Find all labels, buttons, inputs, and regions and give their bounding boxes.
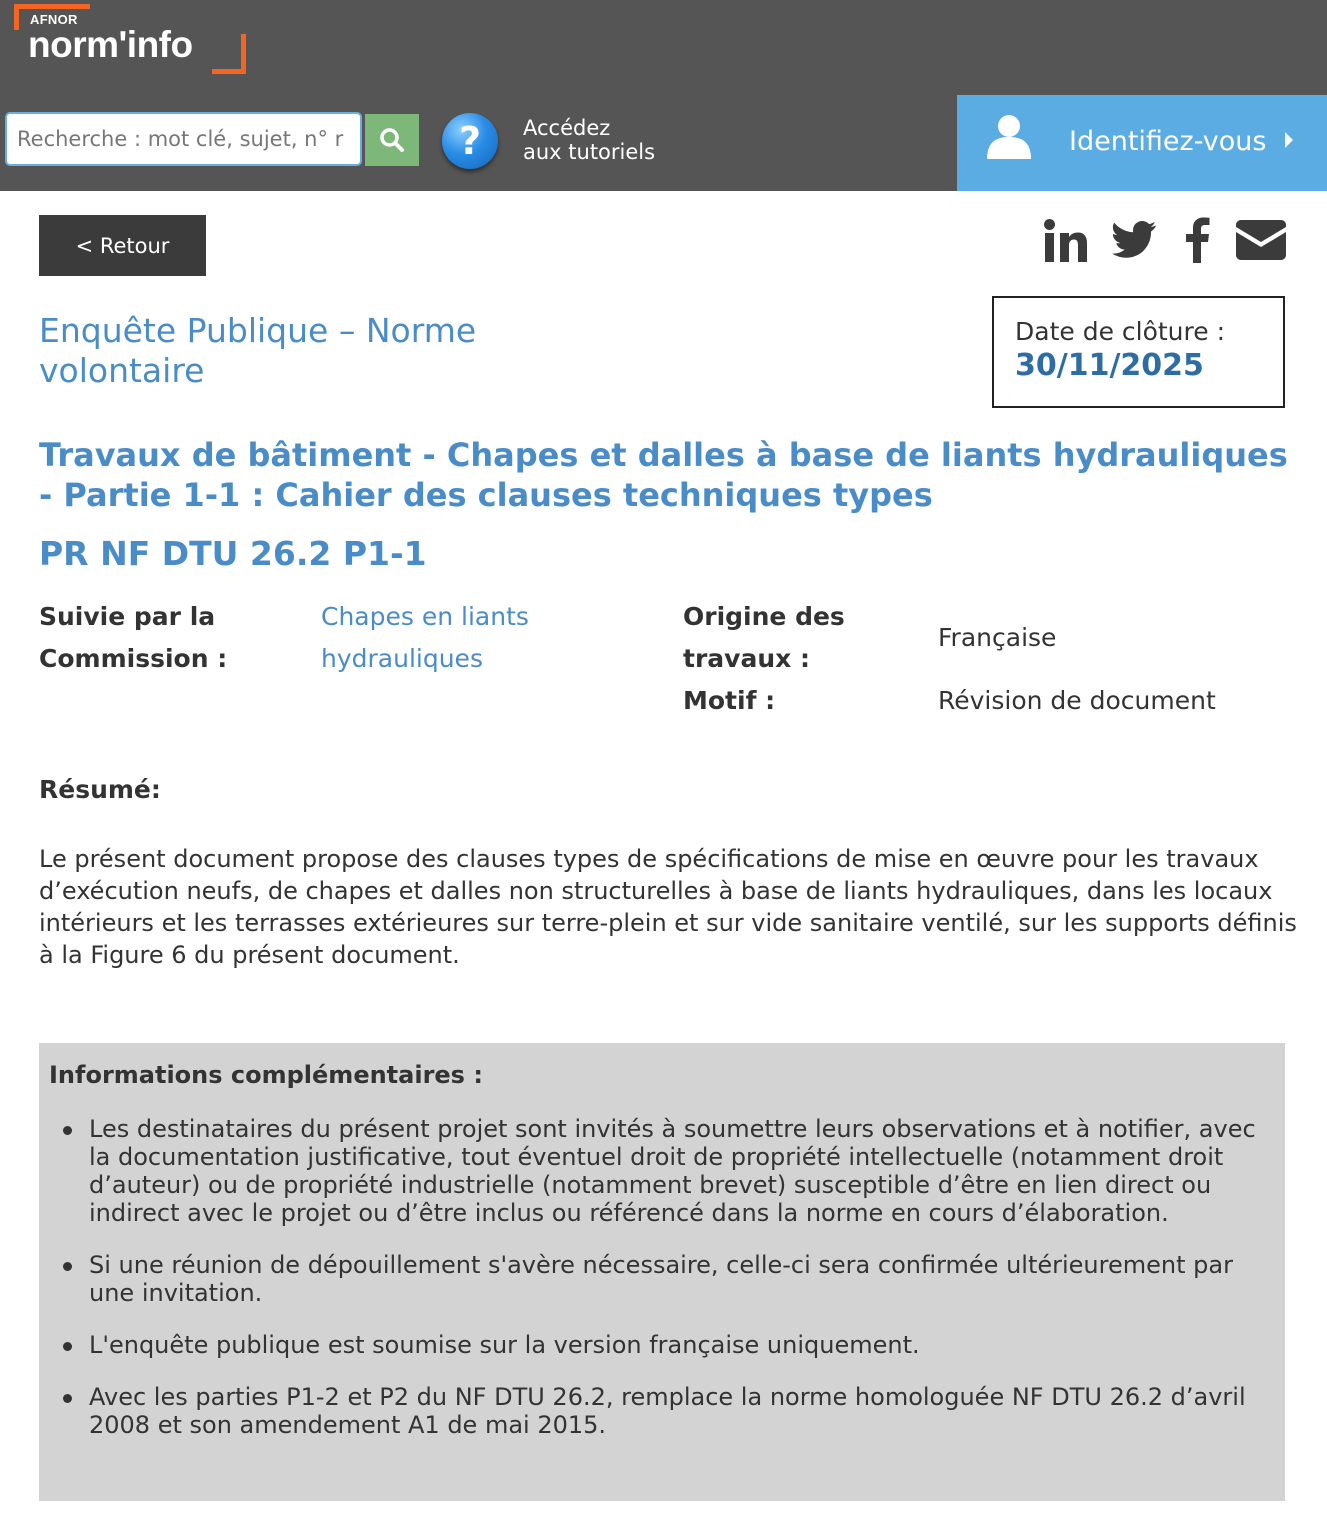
tutorials-link[interactable] bbox=[523, 116, 723, 164]
afnor-norminfo-logo[interactable] bbox=[14, 4, 246, 74]
list-item: Avec les parties P1-2 et P2 du NF DTU 26.2, remplace la norme homologuée NF DTU 26.2 d’avril 2008 et son amendement A1 de mai 2015. bbox=[89, 1383, 1279, 1439]
commission-value-line2: hydrauliques bbox=[321, 644, 483, 673]
caret-right-icon bbox=[1285, 132, 1293, 148]
list-item: L'enquête publique est soumise sur la version française uniquement. bbox=[89, 1331, 1279, 1359]
origin-label bbox=[683, 596, 845, 680]
logo-afnor-text: AFNOR bbox=[30, 12, 78, 27]
share-bar bbox=[1040, 215, 1290, 265]
back-button[interactable]: < Retour bbox=[39, 215, 206, 276]
email-icon[interactable] bbox=[1236, 220, 1286, 260]
additional-info-heading: Informations complémentaires : bbox=[49, 1061, 483, 1089]
closing-date-label: Date de clôture : bbox=[1015, 317, 1226, 346]
inquiry-type-title: Enquête Publique – Norme volontaire bbox=[39, 311, 477, 390]
closing-date-value: 30/11/2025 bbox=[1015, 348, 1204, 383]
commission-link[interactable] bbox=[321, 596, 529, 680]
search-button[interactable] bbox=[365, 114, 419, 166]
help-icon[interactable]: ? bbox=[442, 113, 498, 169]
origin-label-line2: travaux : bbox=[683, 644, 810, 673]
facebook-icon[interactable] bbox=[1184, 217, 1210, 263]
linkedin-icon[interactable] bbox=[1044, 219, 1088, 263]
twitter-icon[interactable] bbox=[1112, 221, 1156, 259]
document-reference: PR NF DTU 26.2 P1-1 bbox=[39, 534, 427, 573]
logo-norminfo-text: norm'info bbox=[28, 24, 193, 65]
user-icon bbox=[985, 113, 1033, 159]
summary-heading: Résumé: bbox=[39, 775, 161, 804]
logo-bracket-bottom-right bbox=[212, 34, 246, 74]
motif-label: Motif : bbox=[683, 686, 776, 715]
tutorials-line1: Accédez bbox=[523, 116, 611, 140]
search-input[interactable] bbox=[5, 112, 362, 166]
list-item: Les destinataires du présent projet sont invités à soumettre leurs observations et à notifier, avec la documentation justificative, tout éventuel droit de propriété intellectuelle (notamment droit d’auteur) ou de propriété industrielle (notamment brevet) susceptible d’être en lien direct ou indirect avec le projet ou d’être inclus ou référencé dans la norme en cours d’élaboration. bbox=[89, 1115, 1279, 1227]
search-icon bbox=[379, 127, 405, 153]
commission-label-line1: Suivie par la bbox=[39, 602, 216, 631]
summary-text: Le présent document propose des clauses types de spécifications de mise en œuvre pour les travaux d’exécution neufs, de chapes et dalles non structurelles à base de liants hydrauliques, dans les locaux intérieurs et les terrasses extérieures sur terre-plein et sur vide sanitaire ventilé, sur les supports définis à la Figure 6 du présent document. bbox=[39, 845, 1297, 969]
commission-label-line2: Commission : bbox=[39, 644, 228, 673]
document-title: Travaux de bâtiment - Chapes et dalles à base de liants hydrauliques - Partie 1-1 : Cahier des clauses techniques types bbox=[39, 436, 1288, 514]
commission-value-line1: Chapes en liants bbox=[321, 602, 529, 631]
additional-info-box bbox=[39, 1043, 1285, 1501]
origin-label-line1: Origine des bbox=[683, 602, 845, 631]
motif-value: Révision de document bbox=[938, 686, 1216, 715]
site-header bbox=[0, 0, 1327, 191]
tutorials-line2: aux tutoriels bbox=[523, 140, 656, 164]
login-label: Identifiez-vous bbox=[1069, 126, 1267, 157]
login-button[interactable] bbox=[957, 95, 1327, 191]
closing-date-box bbox=[992, 296, 1285, 408]
additional-info-list bbox=[89, 1115, 1279, 1463]
commission-label bbox=[39, 596, 227, 680]
list-item: Si une réunion de dépouillement s'avère nécessaire, celle-ci sera confirmée ultérieurement par une invitation. bbox=[89, 1251, 1279, 1307]
origin-value: Française bbox=[938, 623, 1057, 652]
